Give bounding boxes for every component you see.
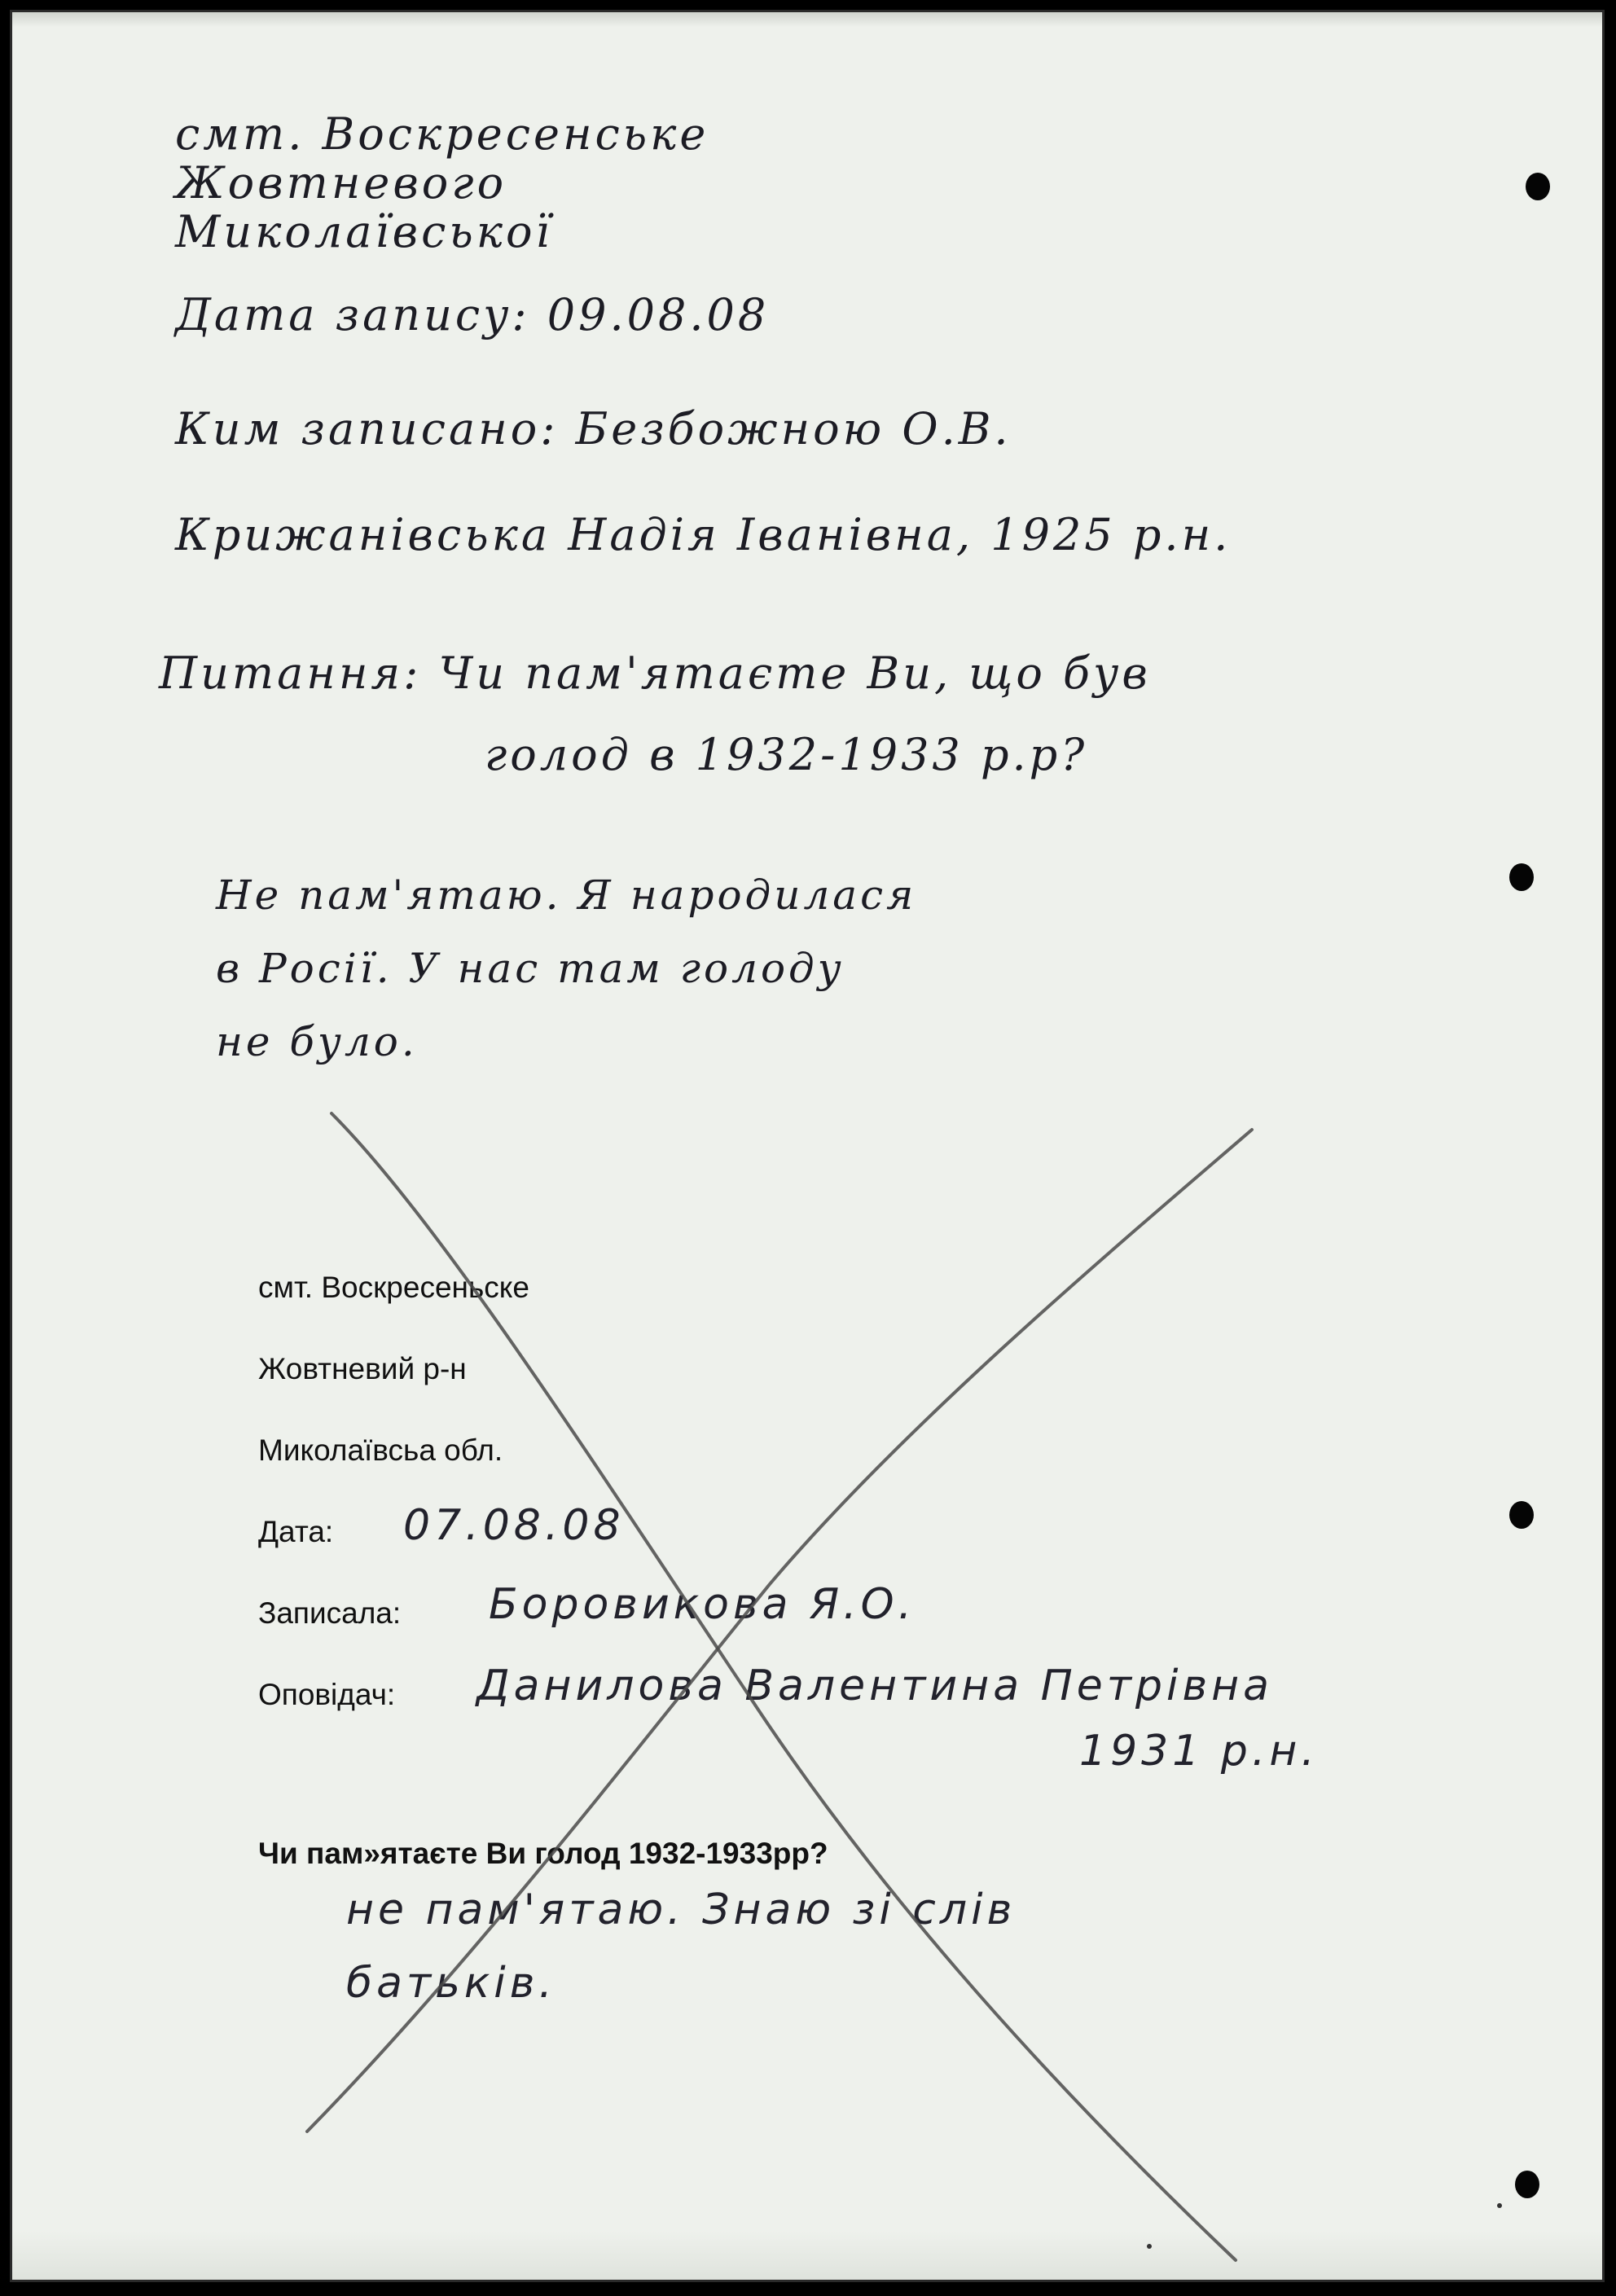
form-district: Жовтневий р-н xyxy=(258,1352,467,1385)
form-recorder-label: Записала: xyxy=(258,1596,402,1630)
handwritten-question-line2: голод в 1932-1933 р.р? xyxy=(485,729,1088,780)
form-answer-line1: не пам'ятаю. Знаю зі слів xyxy=(346,1886,1017,1934)
crossout-x-mark xyxy=(12,12,1607,2285)
form-date-value: 07.08.08 xyxy=(403,1501,625,1550)
handwritten-answer-line3: не було. xyxy=(216,1018,418,1065)
paper-sheet xyxy=(10,10,1605,2282)
handwritten-district: Жовтневого xyxy=(175,157,507,209)
form-question: Чи пам»ятаєте Ви голод 1932-1933рр? xyxy=(258,1837,828,1870)
form-date-label: Дата: xyxy=(258,1515,334,1548)
form-answer-line2: батьків. xyxy=(346,1959,556,2008)
handwritten-answer-line1: Не пам'ятаю. Я народилася xyxy=(216,871,917,919)
form-village: смт. Воскресеньске xyxy=(258,1271,529,1304)
handwritten-region: Миколаївської xyxy=(175,206,553,257)
handwritten-answer-line2: в Росії. У нас там голоду xyxy=(216,945,845,992)
handwritten-recorded-by: Ким записано: Безбожною О.В. xyxy=(175,403,1012,454)
form-region: Миколаївсьа обл. xyxy=(258,1433,503,1467)
form-recorder-value: Боровикова Я.О. xyxy=(489,1580,916,1629)
form-narrator-year: 1931 р.н. xyxy=(1079,1727,1319,1776)
form-narrator-value: Данилова Валентина Петрівна xyxy=(476,1662,1273,1710)
handwritten-question-line1: Питання: Чи пам'ятаєте Ви, що був xyxy=(159,648,1151,699)
handwritten-date: Дата запису: 09.08.08 xyxy=(175,289,770,340)
handwritten-village: смт. Воскресенське xyxy=(175,108,709,160)
handwritten-narrator: Крижанівська Надія Іванівна, 1925 р.н. xyxy=(175,509,1232,560)
crossout-stroke-1 xyxy=(332,1113,1236,2260)
form-narrator-label: Оповідач: xyxy=(258,1678,396,1711)
crossout-stroke-2 xyxy=(307,1130,1252,2131)
